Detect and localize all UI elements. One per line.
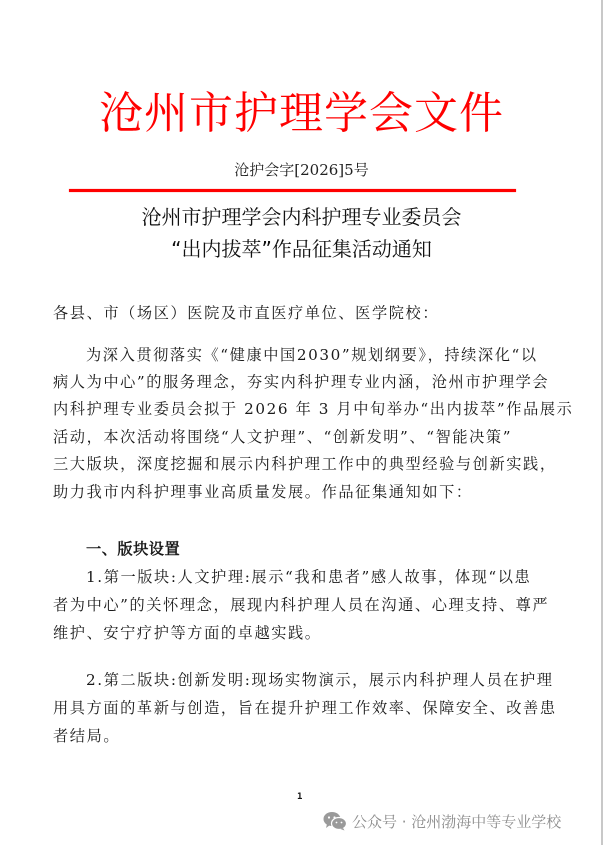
notice-title-line-1: 沧州市护理学会内科护理专业委员会 <box>141 205 462 229</box>
section-heading: 一、版块设置 <box>86 540 181 558</box>
item1-line: 者为中心”的关怀理念，展现内科护理人员在沟通、心理支持、尊严 <box>53 596 550 614</box>
item1-line: 维护、安宁疗护等方面的卓越实践。 <box>53 624 322 642</box>
intro-line: 为深入贯彻落实《“健康中国2030”规划纲要》，持续深化“以 <box>86 346 538 364</box>
red-separator-line <box>69 189 516 192</box>
intro-line: 内科护理专业委员会拟于 2026 年 3 月中旬举办“出内拔萃”作品展示 <box>53 400 574 418</box>
wechat-icon <box>323 811 347 831</box>
page-number: 1 <box>297 792 303 802</box>
document-number: 沧护会字[2026]5号 <box>234 161 369 179</box>
wechat-watermark <box>323 808 561 834</box>
item1-line: 1.第一版块:人文护理:展示“我和患者”感人故事，体现“以患 <box>86 568 532 586</box>
item2-line: 者结局。 <box>53 727 121 745</box>
item2-line: 2.第二版块:创新发明:现场实物演示，展示内科护理人员在护理 <box>86 671 554 689</box>
item2-line: 用具方面的革新与创造，旨在提升护理工作效率、保障安全、改善患 <box>53 699 557 717</box>
notice-title-line-2: “出内拔萃”作品征集活动通知 <box>171 237 432 261</box>
salutation: 各县、市（场区）医院及市直医疗单位、医学院校： <box>53 304 440 322</box>
intro-line: 助力我市内科护理事业高质量发展。作品征集通知如下： <box>53 483 473 501</box>
watermark-text: 公众号 · 沧州渤海中等专业学校 <box>352 812 562 831</box>
intro-line: 活动，本次活动将围绕“人文护理”、“创新发明”、“智能决策” <box>53 428 513 446</box>
intro-line: 病人为中心”的服务理念，夯实内科护理专业内涵，沧州市护理学会 <box>53 373 550 391</box>
document-masthead: 沧州市护理学会文件 <box>99 88 504 139</box>
intro-line: 三大版块，深度挖掘和展示内科护理工作中的典型经验与创新实践， <box>53 455 557 473</box>
